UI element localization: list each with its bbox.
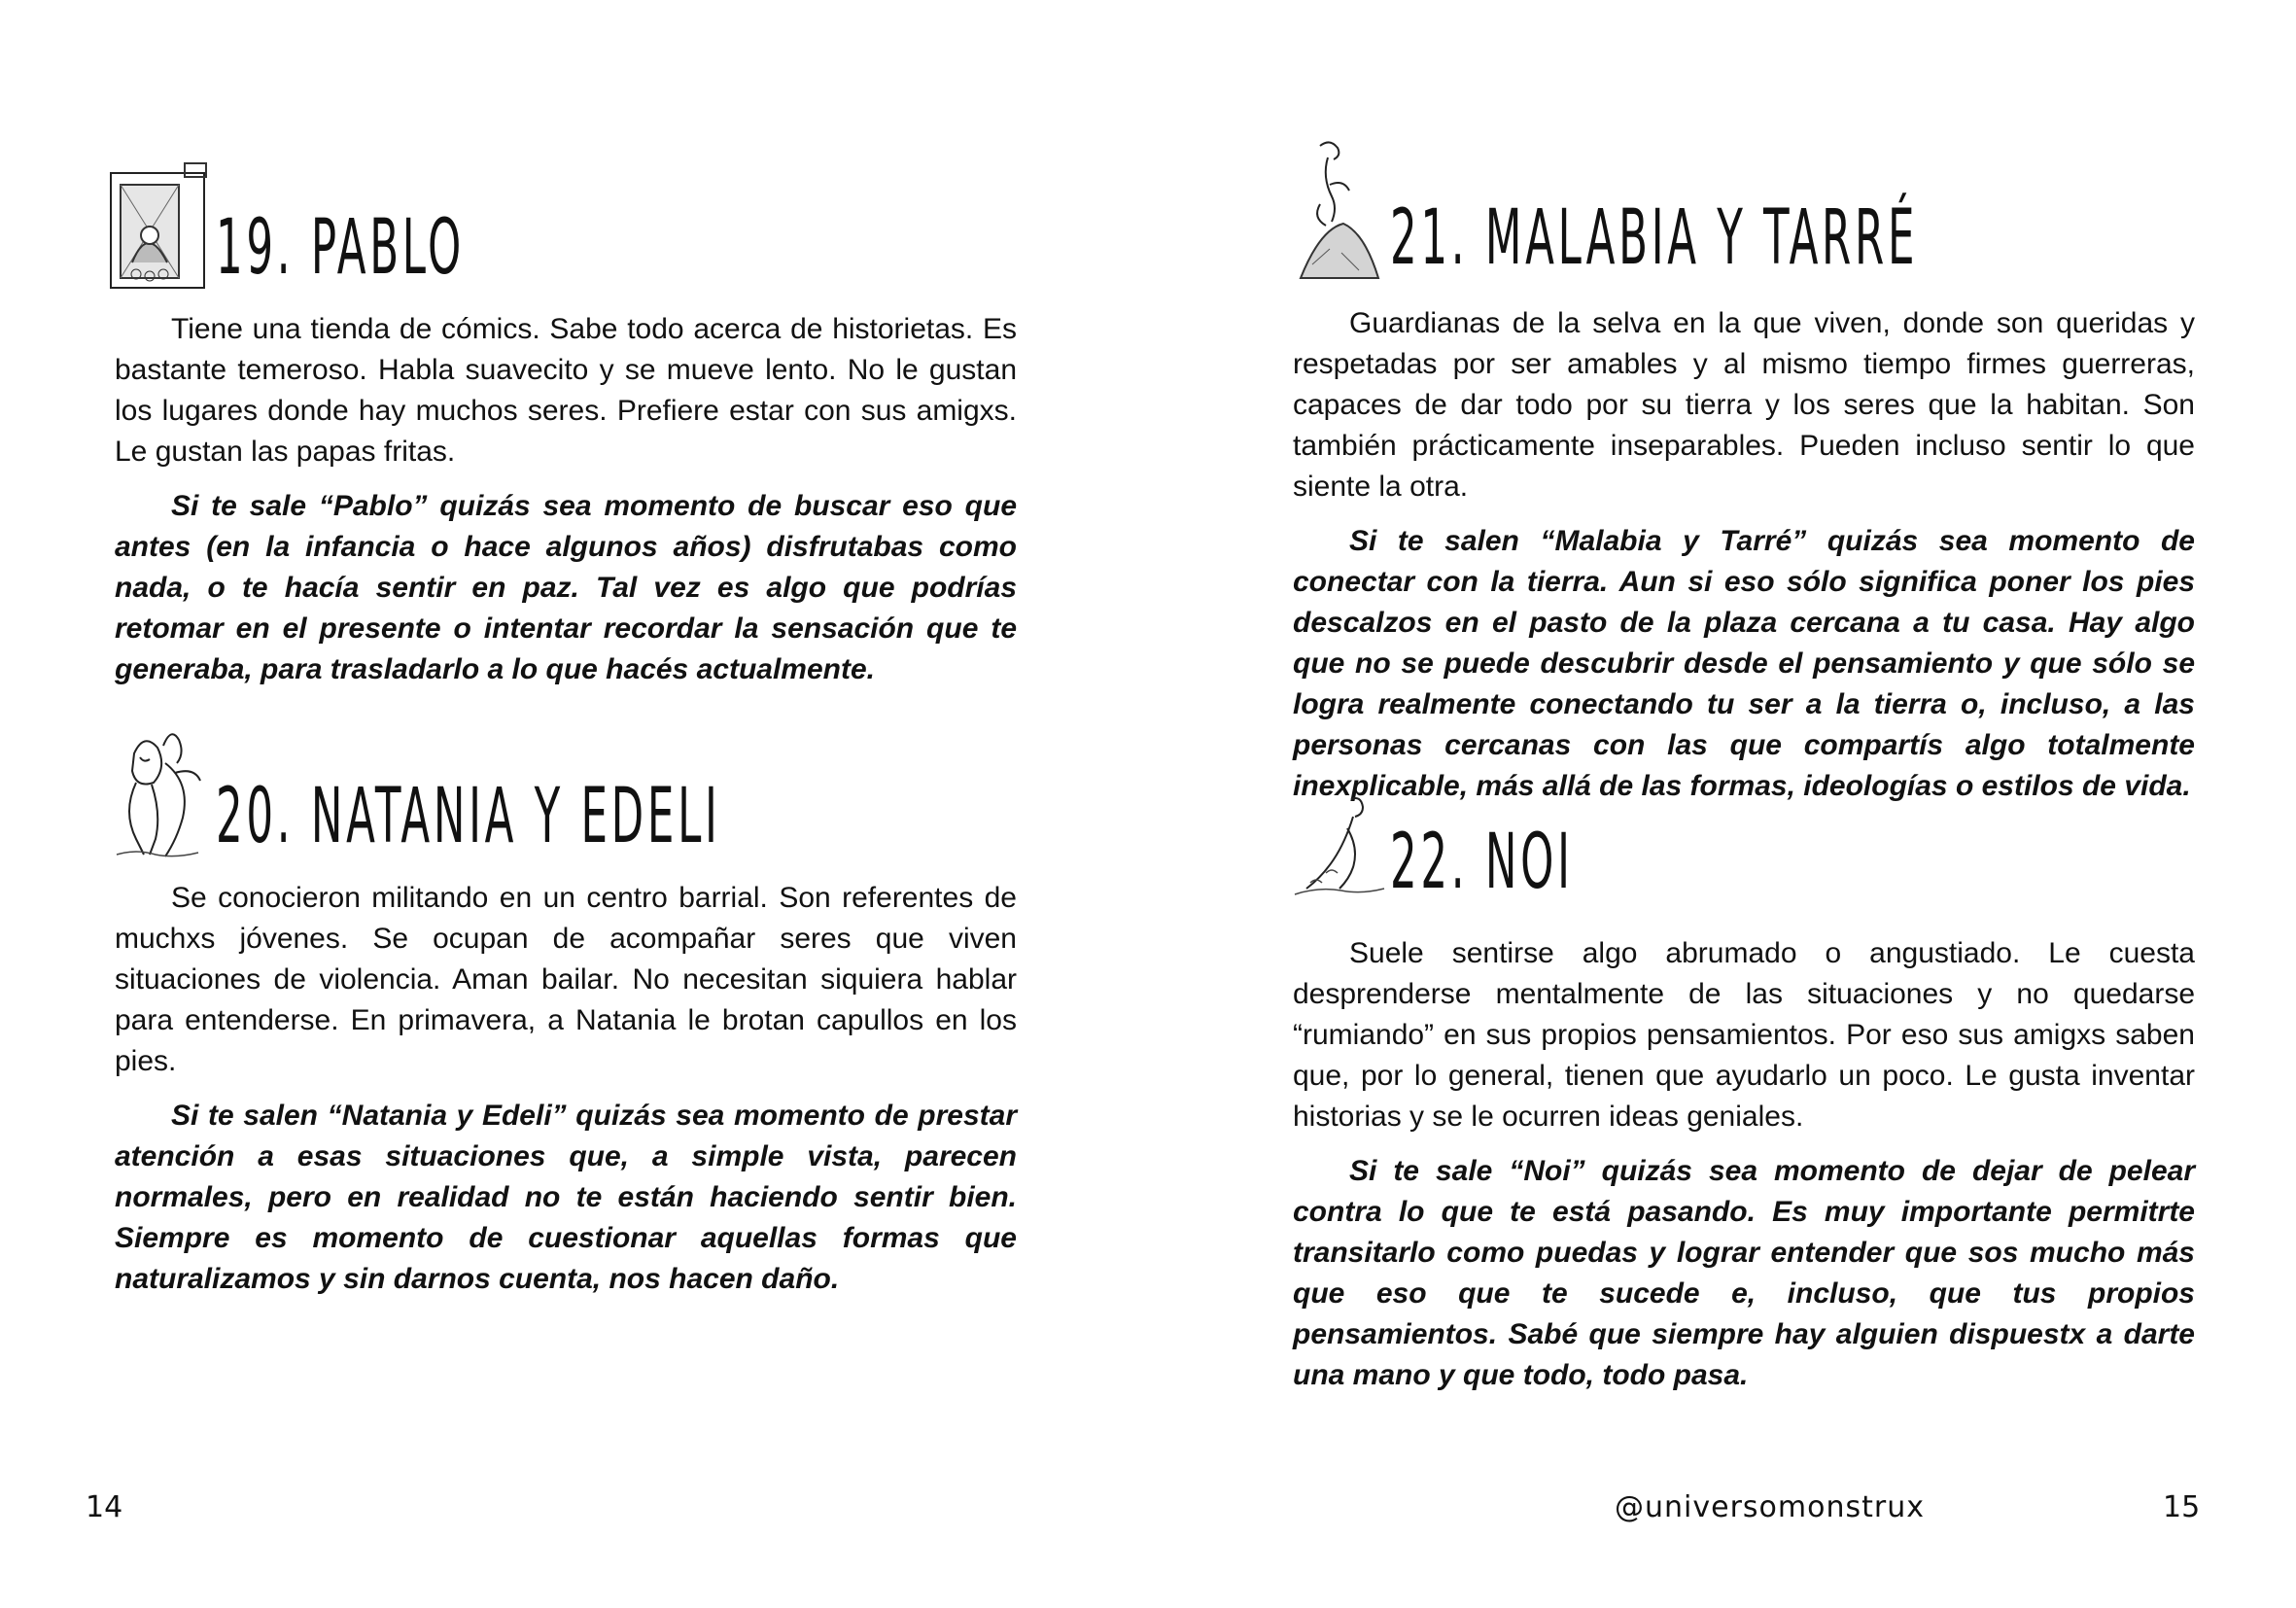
section-description: Tiene una tienda de cómics. Sabe todo acerca de historietas. Es bastante temeroso. Habla suavecito y se mueve lento. No le gustan los lugares donde hay muchos seres. Prefiere estar con sus amigxs. Le gustan las papas fritas. — [115, 313, 1017, 468]
small-creature-drawing — [1291, 789, 1388, 906]
section-heading — [115, 724, 1017, 860]
section-heading — [1293, 136, 2195, 282]
two-creatures-drawing — [107, 724, 214, 860]
section-advice: Si te salen “Malabia y Tarré” quizás sea momento de conectar con la tierra. Aun si eso sólo significa poner los pies descalzos en el pasto de la plaza cercana a tu casa. Hay algo que no se puede descubrir desde el pensamiento y que sólo se logra realmente conectando tu ser a la tierra o, incluso, a las personas cercanas con las que compartís algo totalmente inexplicable, más allá de las formas, ideologías o estilos de vida. — [1293, 525, 2195, 802]
section-advice: Si te sale “Pablo” quizás sea momento de buscar eso que antes (en la infancia o hace algunos años) disfrutabas como nada, o te hacía sentir en paz. Tal vez es algo que podrías retomar en el presente o intentar recordar la sensación que te generaba, para trasladarlo a lo que hacés actualmente. — [115, 490, 1017, 685]
right-page — [1148, 0, 2296, 1608]
social-handle: @universomonstrux — [1615, 1490, 1925, 1524]
section-noi — [1293, 780, 2195, 1396]
section-description: Guardianas de la selva en la que viven, donde son queridas y respetadas por ser amables y al mismo tiempo firmes guerreras, capaces de dar todo por su tierra y los seres que la habitan. Son también prácticamente inseparables. Pueden incluso sentir lo que siente la otra. — [1293, 307, 2195, 503]
section-heading — [115, 156, 1017, 292]
page-number: 15 — [2163, 1490, 2201, 1524]
section-heading — [1293, 780, 2195, 906]
section-description: Suele sentirse algo abrumado o angustiado. Le cuesta desprenderse mentalmente de las situaciones y no quedarse “rumiando” en sus propios pensamientos. Por eso sus amigxs saben que, por lo general, tienen que ayudarlo un poco. Le gusta inventar historias y se le ocurren ideas geniales. — [1293, 937, 2195, 1133]
section-advice: Si te sale “Noi” quizás sea momento de dejar de pelear contra lo que te está pasando. Es muy importante permitrte transitarlo como puedas y lograr entender que sos mucho más que eso que te sucede e, incluso, que tus propios pensamientos. Sabé que siempre hay alguien dispuestx a darte una mano y que todo, todo pasa. — [1293, 1155, 2195, 1391]
page-number: 14 — [86, 1490, 123, 1524]
section-malabia-y-tarre — [1293, 136, 2195, 807]
section-title: 21. MALABIA Y TARRÉ — [1390, 194, 1919, 282]
section-title: 19. PABLO — [216, 204, 465, 292]
creature-on-rock-drawing — [1291, 136, 1388, 282]
shop-window-drawing — [107, 156, 212, 292]
section-title: 20. NATANIA Y EDELI — [216, 773, 721, 860]
section-description: Se conocieron militando en un centro barrial. Son referentes de muchxs jóvenes. Se ocupan de acompañar seres que viven situaciones de violencia. Aman bailar. No necesitan siquiera hablar para entenderse. En primavera, a Natania le brotan capullos en los pies. — [115, 882, 1017, 1077]
section-pablo — [115, 156, 1017, 690]
section-advice: Si te salen “Natania y Edeli” quizás sea momento de prestar atención a esas situaciones que, a simple vista, parecen normales, pero en realidad no te están haciendo sentir bien. Siempre es momento de cuestionar aquellas formas que naturalizamos y sin darnos cuenta, nos hacen daño. — [115, 1100, 1017, 1295]
section-title: 22. NOI — [1390, 819, 1574, 906]
section-natania-y-edeli — [115, 724, 1017, 1300]
